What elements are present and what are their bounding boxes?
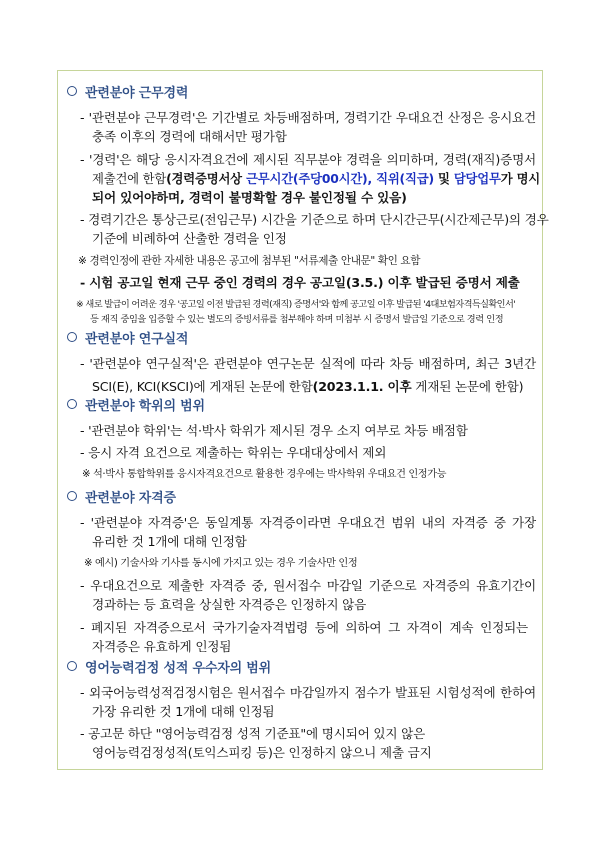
english-bullet-2-line-1: - 공고문 하단 "영어능력검정 성적 기준표"에 명시되어 있지 않은: [80, 726, 426, 741]
license-bullet-3-line-2: 자격증은 유효하게 인정됨: [92, 639, 232, 654]
career-note-2-line-2: 등 재직 중임을 입증할 수 있는 별도의 증빙서류를 첨부해야 하며 미첨부 시 증명서 발급일 기준으로 경력 인정: [90, 314, 504, 325]
license-bullet-2-line-2: 경과하는 등 효력을 상실한 자격증은 인정하지 않음: [92, 597, 367, 612]
career-bullet-2-line-1: - '경력'은 해당 응시자격요건에 제시된 직무분야 경력을 의미하며, 경력(재직)증명서: [80, 152, 536, 167]
circle-bullet-icon: [67, 491, 77, 501]
license-note-1: ※ 예시) 기술사와 기사를 동시에 가지고 있는 경우 기술사만 인정: [84, 558, 358, 569]
section-title-degree: 관련분야 학위의 범위: [67, 398, 205, 416]
section-title-license: 관련분야 자격증: [67, 490, 176, 508]
circle-bullet-icon: [67, 399, 77, 409]
license-bullet-3-line-1: - 폐지된 자격증으로서 국가기술자격법령 등에 의하여 그 자격이 계속 인정되는: [80, 620, 528, 635]
license-bullet-1-line-1: - '관련분야 자격증'은 동일계통 자격증이라면 우대요건 범위 내의 자격증 중 가장: [80, 515, 536, 530]
english-bullet-2-line-2: 영어능력검정성적(토익스피킹 등)은 인정하지 않으니 제출 금지: [92, 745, 432, 760]
degree-note-1: ※ 석·박사 통합학위를 응시자격요건으로 활용한 경우에는 박사학위 우대요건 인정가능: [82, 469, 447, 480]
circle-bullet-icon: [67, 86, 77, 96]
research-bullet-1-line-1: - '관련분야 연구실적'은 관련분야 연구논문 실적에 따라 차등 배점하며, 최근 3년간: [80, 356, 536, 371]
degree-bullet-2: - 응시 자격 요건으로 제출하는 학위는 우대대상에서 제외: [80, 445, 387, 460]
career-bullet-2-line-2: 제출건에 한함(경력증명서상 근무시간(주당00시간), 직위(직급) 및 담당업무가 명시: [92, 171, 541, 186]
circle-bullet-icon: [67, 661, 77, 671]
research-bullet-1-line-2: SCI(E), KCI(KSCI)에 게재된 논문에 한함(2023.1.1. 이후 게재된 논문에 한함): [92, 379, 524, 394]
career-bullet-4: - 시험 공고일 현재 근무 중인 경력의 경우 공고일(3.5.) 이후 발급된 증명서 제출: [80, 275, 520, 290]
section-title-research: 관련분야 연구실적: [67, 331, 188, 349]
career-note-1: ※ 경력인정에 관한 자세한 내용은 공고에 첨부된 "서류제출 안내문" 확인 요함: [78, 255, 421, 267]
section-title-english: 영어능력검정 성적 우수자의 범위: [67, 660, 271, 678]
english-bullet-1-line-2: 가장 유리한 것 1개에 대해 인정됨: [92, 704, 275, 719]
career-note-2-line-1: ※ 새로 발급이 어려운 경우 '공고일 이전 발급된 경력(재직) 증명서'와 함께 공고일 이후 발급된 '4대보험자격득실확인서': [76, 299, 516, 310]
career-bullet-1-line-2: 충족 이후의 경력에 대해서만 평가함: [92, 129, 287, 144]
career-bullet-3-line-1: - 경력기간은 통상근로(전임근무) 시간을 기준으로 하며 단시간근무(시간제근무)의 경우: [80, 212, 549, 227]
career-bullet-2-line-3: 되어 있어야하며, 경력이 불명확할 경우 불인정될 수 있음): [92, 190, 407, 205]
career-bullet-1-line-1: - '관련분야 근무경력'은 기간별로 차등배점하며, 경력기간 우대요건 산정은 응시요건: [80, 110, 536, 125]
circle-bullet-icon: [67, 332, 77, 342]
license-bullet-1-line-2: 유리한 것 1개에 대해 인정함: [92, 534, 247, 549]
english-bullet-1-line-1: - 외국어능력성적검정시험은 원서접수 마감일까지 점수가 발표된 시험성적에 한하여: [80, 685, 536, 700]
license-bullet-2-line-1: - 우대요건으로 제출한 자격증 중, 원서접수 마감일 기준으로 자격증의 유효기간이: [80, 578, 536, 593]
degree-bullet-1: - '관련분야 학위'는 석·박사 학위가 제시된 경우 소지 여부로 차등 배점함: [80, 423, 468, 438]
section-title-career: 관련분야 근무경력: [67, 85, 188, 103]
career-bullet-3-line-2: 기준에 비례하여 산출한 경력을 인정: [92, 231, 287, 246]
